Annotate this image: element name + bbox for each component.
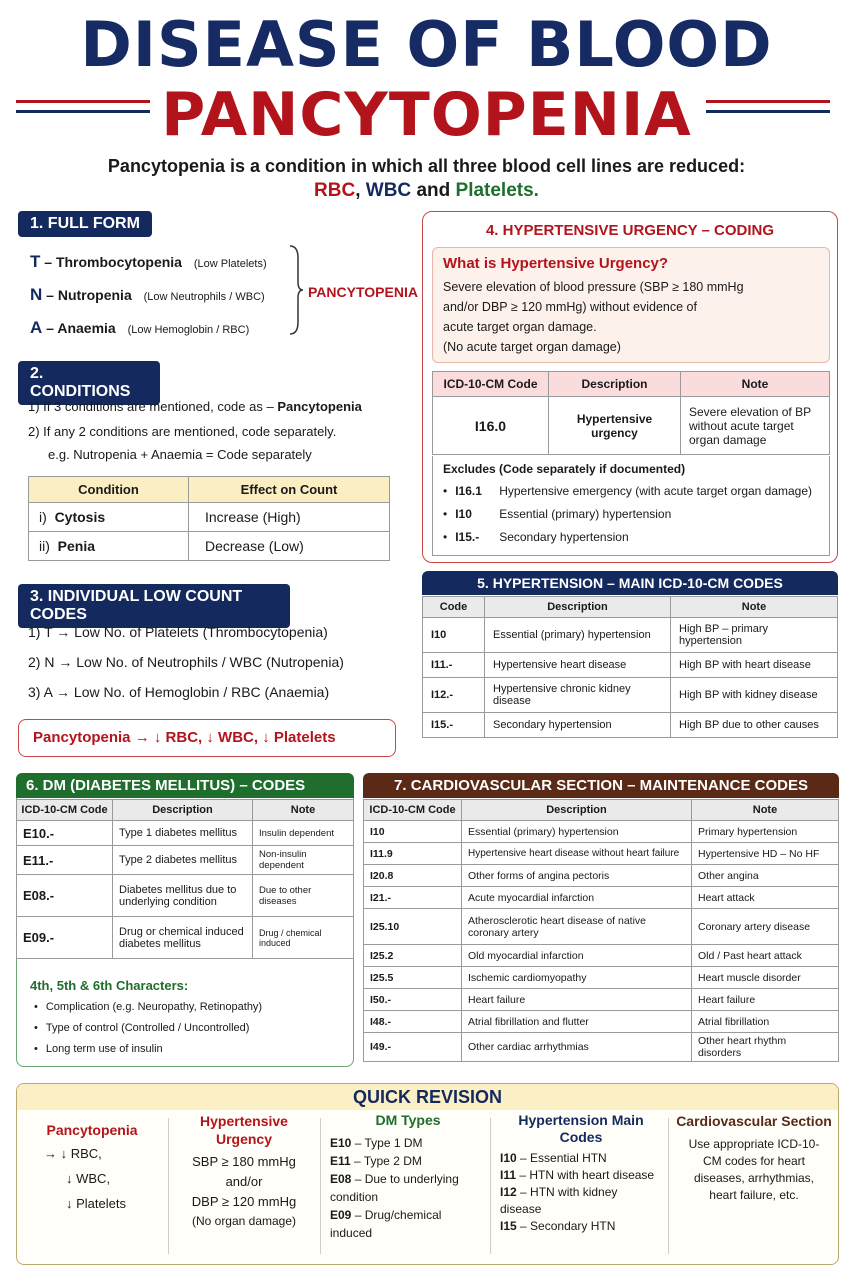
- table-header: Note: [253, 800, 354, 821]
- conditions-heading: 2. CONDITIONS: [18, 361, 160, 405]
- table-row: I50.- Heart failure Heart failure: [364, 989, 839, 1011]
- list-item: • Complication (e.g. Neuropathy, Retinopathy): [34, 1001, 262, 1022]
- table-header: Note: [692, 800, 839, 821]
- excludes-title: Excludes (Code separately if documented): [443, 462, 686, 476]
- cardio-heading: 7. CARDIOVASCULAR SECTION – MAINTENANCE CODES: [363, 773, 839, 798]
- table-row: ii) Penia Decrease (Low): [29, 532, 390, 561]
- dm-chars-title: 4th, 5th & 6th Characters:: [30, 978, 189, 993]
- table-row: i) Cytosis Increase (High): [29, 503, 390, 532]
- urgency-definition-line: (No acute target organ damage): [443, 340, 621, 354]
- table-row: I15.- Secondary hypertension High BP due to other causes: [423, 713, 838, 738]
- intro-text: Pancytopenia is a condition in which all three blood cell lines are reduced:: [107, 156, 746, 176]
- urgency-heading: 4. HYPERTENSIVE URGENCY – CODING: [485, 222, 775, 239]
- table-row: I16.0 Hypertensive urgency Severe elevation of BP without acute target organ damage: [433, 397, 830, 455]
- low-count-list: [28, 624, 344, 714]
- table-row: I12.- Hypertensive chronic kidney disease High BP with kidney disease: [423, 678, 838, 713]
- wbc-label: WBC: [365, 180, 412, 201]
- list-item: 3) A → Low No. of Hemoglobin / RBC (Anaemia): [28, 684, 330, 700]
- conditions-table: [28, 476, 390, 561]
- list-item: T – Thrombocytopenia (Low Platelets): [30, 252, 267, 271]
- list-item: A – Anaemia (Low Hemoglobin / RBC): [30, 318, 250, 337]
- urgency-definition-line: acute target organ damage.: [443, 320, 597, 334]
- low-count-heading: 3. INDIVIDUAL LOW COUNT CODES: [18, 584, 290, 628]
- table-row: I25.5 Ischemic cardiomyopathy Heart muscle disorder: [364, 967, 839, 989]
- quick-urgency: Hypertensive Urgency SBP ≥ 180 mmHg and/or DBP ≥ 120 mmHg (No organ damage): [191, 1113, 297, 1228]
- table-row: I10 Essential (primary) hypertension Primary hypertension: [364, 821, 839, 843]
- urgency-definition-title: What is Hypertensive Urgency?: [443, 255, 669, 272]
- full-form-heading: 1. FULL FORM: [18, 211, 152, 237]
- table-header: Condition: [29, 477, 189, 503]
- intro-cell-lines: [0, 180, 853, 202]
- table-header: Code: [423, 597, 485, 618]
- dm-heading: 6. DM (DIABETES MELLITUS) – CODES: [16, 773, 354, 798]
- cardio-table: [363, 799, 839, 1062]
- table-header: Description: [485, 597, 671, 618]
- table-header: Note: [671, 597, 838, 618]
- table-row: E09.- Drug or chemical induced diabetes mellitus Drug / chemical induced: [17, 917, 354, 959]
- table-row: E10.- Type 1 diabetes mellitus Insulin dependent: [17, 821, 354, 846]
- table-row: E08.- Diabetes mellitus due to underlying condition Due to other diseases: [17, 875, 354, 917]
- quick-dm-types: DM Types E10 – Type 1 DM E11 – Type 2 DM E08 – Due to underlying condition E09 – Drug/chemical induced: [330, 1112, 459, 1240]
- divider: [168, 1118, 169, 1254]
- table-header: Description: [113, 800, 253, 821]
- conditions-rule-1: 1) If 3 conditions are mentioned, code as – Pancytopenia: [28, 399, 362, 414]
- list-item: 1) T → Low No. of Platelets (Thrombocytopenia): [28, 624, 328, 640]
- list-item: • I10 Essential (primary) hypertension: [443, 507, 819, 530]
- table-header: ICD-10-CM Code: [433, 372, 549, 397]
- list-item: • I16.1 Hypertensive emergency (with acute target organ damage): [443, 484, 819, 507]
- hypertension-heading: 5. HYPERTENSION – MAIN ICD-10-CM CODES: [422, 571, 838, 595]
- quick-cardio: Cardiovascular Section Use appropriate ICD-10-CM codes for heart diseases, arrhythmias, heart failure, etc.: [676, 1113, 832, 1202]
- urgency-definition: [432, 247, 830, 363]
- table-row: I11.9 Hypertensive heart disease without heart failure Hypertensive HD – No HF: [364, 843, 839, 865]
- table-row: I11.- Hypertensive heart disease High BP with heart disease: [423, 653, 838, 678]
- divider: [320, 1118, 321, 1254]
- conditions-example: e.g. Nutropenia + Anaemia = Code separately: [48, 447, 312, 462]
- brace-icon: [288, 244, 304, 336]
- page-subtitle: PANCYTOPENIA: [161, 80, 692, 150]
- table-row: I10 Essential (primary) hypertension High BP – primary hypertension: [423, 618, 838, 653]
- divider: [668, 1118, 669, 1254]
- full-form-result: PANCYTOPENIA: [308, 284, 418, 300]
- urgency-table: [432, 371, 830, 455]
- table-row: I21.- Acute myocardial infarction Heart attack: [364, 887, 839, 909]
- and-label: and: [416, 180, 451, 201]
- table-header: Description: [462, 800, 692, 821]
- urgency-definition-line: and/or DBP ≥ 120 mmHg) without evidence of: [443, 300, 697, 314]
- table-header: ICD-10-CM Code: [364, 800, 462, 821]
- list-item: • I15.- Secondary hypertension: [443, 530, 819, 553]
- dm-chars-list: [34, 1001, 262, 1064]
- table-row: I49.- Other cardiac arrhythmias Other heart rhythm disorders: [364, 1033, 839, 1062]
- table-header: Description: [549, 372, 681, 397]
- hypertension-table: [422, 596, 838, 738]
- divider: [490, 1118, 491, 1254]
- list-item: N – Nutropenia (Low Neutrophils / WBC): [30, 285, 265, 304]
- comma: ,: [355, 180, 361, 201]
- quick-pancytopenia: Pancytopenia → ↓ RBC, ↓ WBC, ↓ Platelets: [44, 1122, 138, 1211]
- table-row: I25.10 Atherosclerotic heart disease of native coronary artery Coronary artery disease: [364, 909, 839, 945]
- urgency-excludes: [432, 456, 830, 556]
- quick-revision-heading: QUICK REVISION: [17, 1084, 838, 1110]
- low-count-summary: Pancytopenia → ↓ RBC, ↓ WBC, ↓ Platelets: [18, 719, 396, 757]
- table-header: ICD-10-CM Code: [17, 800, 113, 821]
- rbc-label: RBC: [314, 180, 356, 201]
- conditions-rule-2: 2) If any 2 conditions are mentioned, code separately.: [28, 424, 337, 439]
- page-title: DISEASE OF BLOOD: [80, 8, 773, 81]
- quick-hypertension: Hypertension Main Codes I10 – Essential HTN I11 – HTN with heart disease I12 – HTN with kidney disease I15 – Secondary HTN: [500, 1112, 655, 1233]
- table-header: Effect on Count: [189, 477, 390, 503]
- table-row: I25.2 Old myocardial infarction Old / Past heart attack: [364, 945, 839, 967]
- list-item: • Long term use of insulin: [34, 1043, 262, 1064]
- table-row: I20.8 Other forms of angina pectoris Other angina: [364, 865, 839, 887]
- table-row: E11.- Type 2 diabetes mellitus Non-insulin dependent: [17, 846, 354, 875]
- platelets-label: Platelets.: [455, 180, 539, 201]
- list-item: • Type of control (Controlled / Uncontrolled): [34, 1022, 262, 1043]
- full-form-list: [30, 252, 300, 351]
- list-item: 2) N → Low No. of Neutrophils / WBC (Nutropenia): [28, 654, 344, 670]
- dm-table: [16, 799, 354, 959]
- urgency-definition-line: Severe elevation of blood pressure (SBP ≥ 180 mmHg: [443, 280, 744, 294]
- table-header: Note: [681, 372, 830, 397]
- table-row: I48.- Atrial fibrillation and flutter Atrial fibrillation: [364, 1011, 839, 1033]
